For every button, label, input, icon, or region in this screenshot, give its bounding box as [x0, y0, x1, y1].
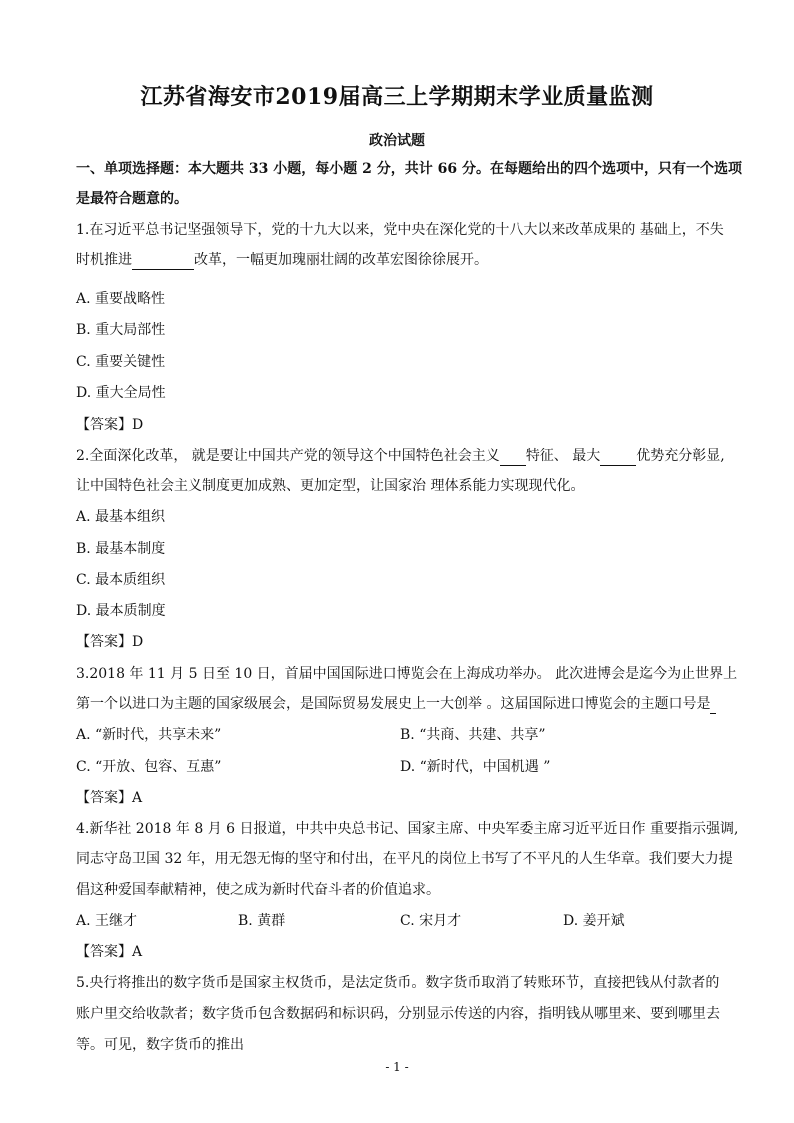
answer-blank: [600, 449, 636, 466]
section-heading-line2: 是最符合题意的。: [76, 191, 188, 207]
q5-stem-line2: 账户里交给收款者；数字货币包含数据码和标识码，分别显示传送的内容，指明钱从哪里来、要到哪里去: [76, 1006, 720, 1022]
q1-option-c: C. 重要关键性: [76, 354, 166, 370]
q1-stem-text-a: 时机推进: [76, 252, 132, 268]
answer-blank: [132, 253, 194, 270]
page-subtitle: 政治试题: [369, 133, 425, 149]
q1-stem-line2: [76, 250, 718, 270]
q1-option-d: D. 重大全局性: [76, 385, 166, 401]
section-heading-line1: 一、单项选择题：本大题共 33 小题，每小题 2 分，共计 66 分。在每题给出的四个选项中，只有一个选项: [76, 161, 742, 177]
q2-option-d: D. 最本质制度: [76, 603, 166, 619]
q2-option-c: C. 最本质组织: [76, 572, 166, 588]
q3-stem-text: 第一个以进口为主题的国家级展会，是国际贸易发展史上一大创举 。这届国际进口博览会的主题口号是: [76, 696, 711, 712]
page-number: - 1 -: [385, 1060, 409, 1074]
q3-option-b: B. “共商、共建、共享”: [400, 727, 546, 743]
q4-stem-line3: 倡这种爱国奉献精神，使之成为新时代奋斗者的价值追求。: [76, 882, 440, 898]
q2-stem-text-c: 优势充分彰显,: [636, 448, 725, 464]
q4-option-a: A. 王继才: [76, 913, 138, 929]
q4-option-b: B. 黄群: [238, 913, 286, 929]
q1-stem-text-b: 改革，一幅更加瑰丽壮阔的改革宏图徐徐展开。: [194, 252, 488, 268]
q2-stem-line1: [76, 446, 725, 466]
q3-stem-line1: 3.2018 年 11 月 5 日至 10 日，首届中国国际进口博览会在上海成功举办。 此次进博会是迄今为止世界上: [76, 666, 738, 682]
q3-option-a: A. “新时代，共享未来”: [76, 727, 222, 743]
q2-answer: 【答案】D: [76, 634, 144, 650]
q1-option-a: A. 重要战略性: [76, 291, 166, 307]
q3-answer: 【答案】A: [76, 790, 143, 806]
q1-option-b: B. 重大局部性: [76, 322, 166, 338]
q5-stem-line1: 5.央行将推出的数字货币是国家主权货币，是法定货币。数字货币取消了转账环节，直接把钱从付款者的: [76, 975, 720, 991]
q4-answer: 【答案】A: [76, 944, 143, 960]
q1-answer: 【答案】D: [76, 417, 144, 433]
answer-blank: [500, 449, 526, 466]
answer-blank: [710, 697, 716, 714]
q4-stem-line1: 4.新华社 2018 年 8 月 6 日报道，中共中央总书记、国家主席、中央军委主席习近平近日作 重要指示强调,: [76, 821, 739, 837]
q2-stem-text-a: 2.全面深化改革， 就是要让中国共产党的领导这个中国特色社会主义: [76, 448, 500, 464]
q4-option-d: D. 姜开斌: [563, 913, 625, 929]
page-title: 江苏省海安市2019届高三上学期期末学业质量监测: [140, 84, 654, 110]
q3-stem-line2: [76, 694, 718, 714]
q2-option-b: B. 最基本制度: [76, 541, 166, 557]
q2-option-a: A. 最基本组织: [76, 509, 166, 525]
q3-option-c: C. “开放、包容、互惠”: [76, 759, 222, 775]
q2-stem-text-b: 特征、 最大: [525, 448, 601, 464]
q2-stem-line2: 让中国特色社会主义制度更加成熟、更加定型，让国家治 理体系能力实现现代化。: [76, 478, 585, 494]
q4-stem-line2: 同志守岛卫国 32 年，用无怨无悔的坚守和付出，在平凡的岗位上书写了不平凡的人生华章。我们要大力提: [76, 851, 733, 867]
q4-option-c: C. 宋月才: [400, 913, 462, 929]
q5-stem-line3: 等。可见，数字货币的推出: [76, 1037, 244, 1053]
q3-option-d: D. “新时代，中国机遇 ”: [400, 759, 551, 775]
q1-stem-line1: 1.在习近平总书记坚强领导下，党的十九大以来，党中央在深化党的十八大以来改革成果的 基础上，不失: [76, 222, 724, 238]
